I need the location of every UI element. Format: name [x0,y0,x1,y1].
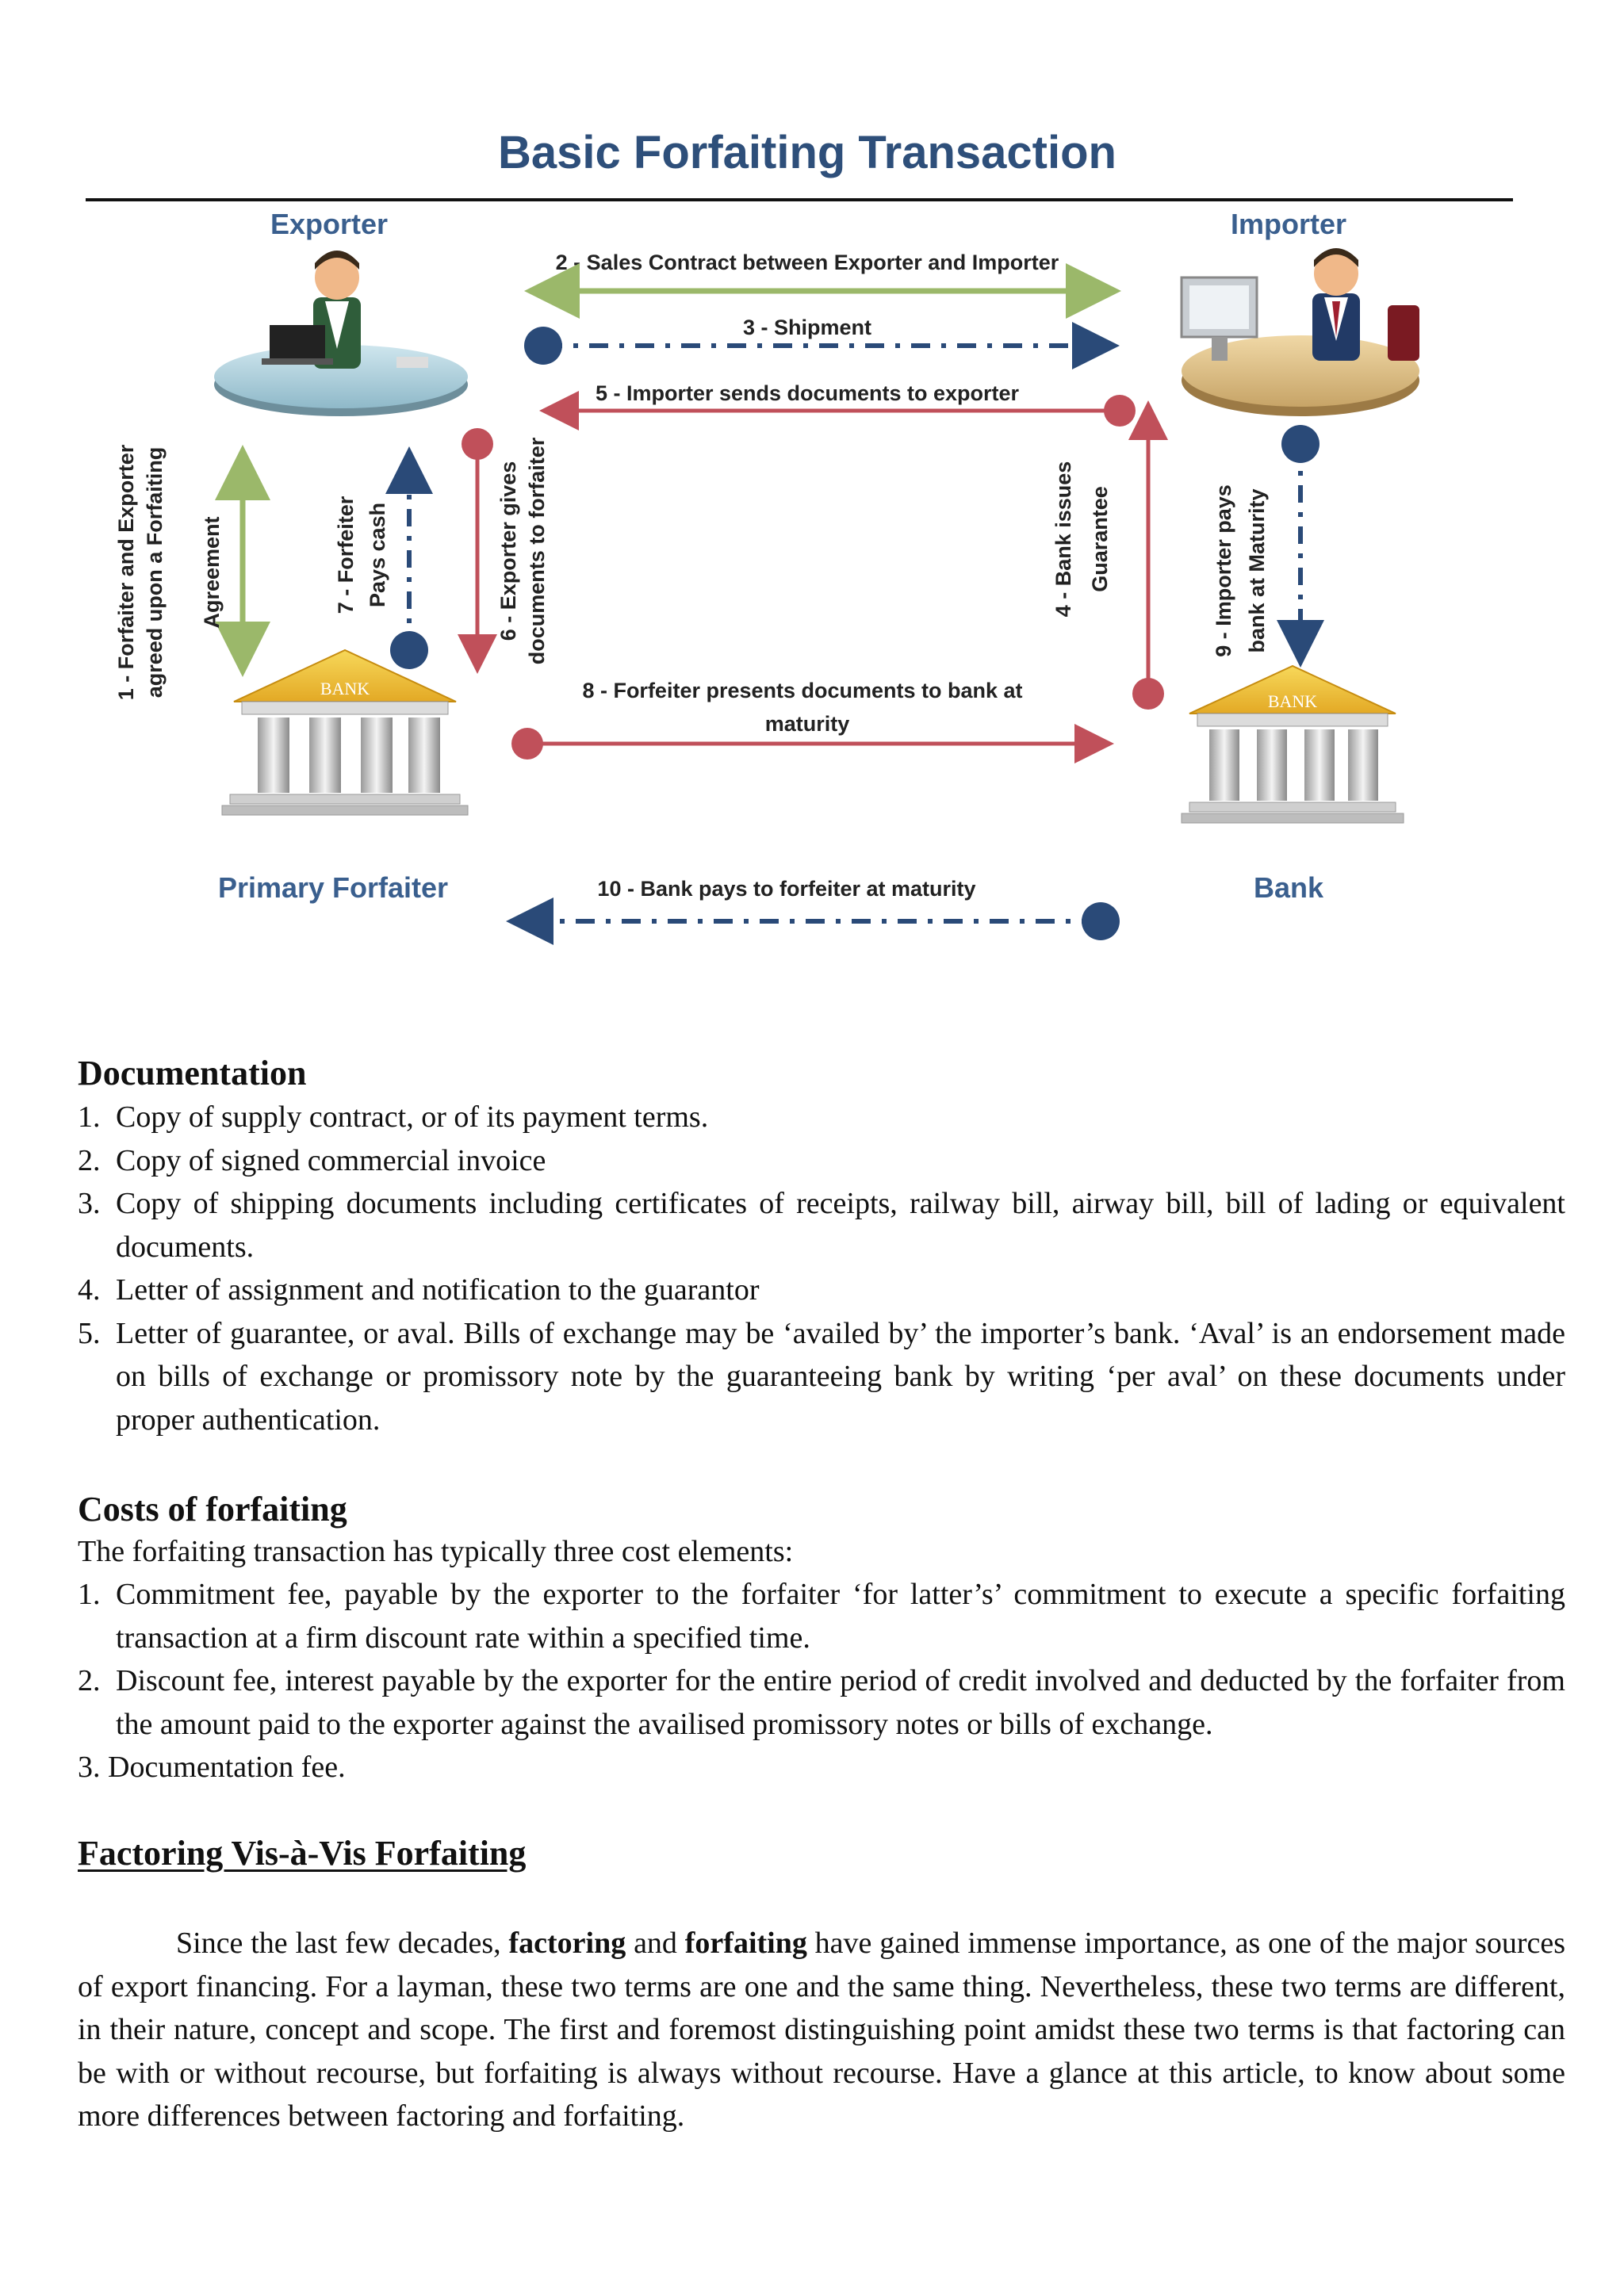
list-item-text: Letter of assignment and notification to the guarantor [116,1273,760,1307]
costs-list [78,1573,1565,1746]
forfaiting-bold-term: forfaiting [684,1927,807,1960]
step-4-label-line2: Guarantee [1088,486,1112,592]
list-item-number: 2. [78,1143,101,1177]
step-2-label: 2 - Sales Contract between Exporter and Importer [555,251,1059,274]
list-item-text: Discount fee, interest payable by the exporter for the entire period of credit involved and deducted by the forfaiter from the amount paid to the exporter against the availised promissory notes or bills of exchange. [116,1664,1565,1741]
step-8-label-line2: maturity [764,712,850,736]
list-item-number: 2. [78,1664,101,1697]
list-item [78,1659,1565,1746]
step-7-label-line2: Pays cash [366,502,389,608]
list-item [78,1139,1565,1183]
factoring-heading: Factoring Vis-à-Vis Forfaiting [78,1834,527,1873]
step-7-label-line1: 7 - Forfeiter [334,496,358,614]
documentation-heading: Documentation [78,1054,307,1093]
list-item-text: Commitment fee, payable by the exporter to the forfaiter ‘for latter’s’ commitment to execute a specific forfaiting transaction at a firm discount rate within a specified time. [116,1578,1565,1655]
label-importer: Importer [1230,208,1347,240]
label-primary-forfaiter: Primary Forfaiter [217,871,449,904]
step-1-label-line2: agreed upon a Forfaiting [143,446,167,698]
list-item-text: Copy of shipping documents including certificates of receipts, railway bill, airway bill, bill of lading or equivalent documents. [116,1187,1565,1264]
list-item [78,1269,1565,1312]
factoring-text-2: and [626,1927,685,1960]
step-3-label: 3 - Shipment [742,316,872,339]
importer-figure [1182,248,1419,416]
factoring-paragraph [78,1922,1565,2138]
step-1-label-line3: Agreement [200,516,224,629]
bank-sign-right: BANK [1267,691,1318,711]
list-item-text: Letter of guarantee, or aval. Bills of exchange may be ‘availed by’ the importer’s bank. ‘Aval’ is an endorsement made on bills of exchange or promissory note by the guaranteeing bank by writing ‘per aval’ on these documents under proper authentication. [116,1316,1565,1437]
step-6-label-line2: documents to forfaiter [525,437,549,665]
costs-heading: Costs of forfaiting [78,1490,347,1529]
list-item-text: Copy of signed commercial invoice [116,1143,546,1177]
step-9-label-line2: bank at Maturity [1245,488,1269,653]
step-9-label-line1: 9 - Importer pays [1212,484,1235,657]
bank-building-right [1182,666,1404,823]
diagram-title: Basic Forfaiting Transaction [498,127,1116,178]
exporter-figure [214,251,468,416]
documentation-list [78,1096,1565,1441]
list-item [78,1096,1565,1139]
forfaiting-diagram [48,111,1586,951]
costs-last-item: 3. Documentation fee. [78,1751,346,1784]
step-4-label-line1: 4 - Bank issues [1051,461,1075,618]
costs-intro: The forfaiting transaction has typically three cost elements: [78,1535,794,1568]
label-bank: Bank [1253,871,1324,904]
label-exporter: Exporter [270,208,389,240]
factoring-text-3: have gained immense importance, as one of the major sources of export financing. For a layman, these two terms are one and the same thing. Nevertheless, these two terms are different, in their nature, concept and scope. The first and foremost distinguishing point amidst these two terms is that factoring can be with or without recourse, but forfaiting is always without recourse. Have a glance at this article, to know about some more differences between factoring and forfaiting. [78,1927,1565,2133]
list-item-number: 1. [78,1578,101,1611]
list-item [78,1573,1565,1659]
step-5-label: 5 - Importer sends documents to exporter [595,381,1020,405]
list-item-text: Copy of supply contract, or of its payment terms. [116,1100,709,1134]
step-10-label: 10 - Bank pays to forfeiter at maturity [597,877,976,901]
primary-forfaiter-bank-building [222,650,468,815]
list-item-number: 3. [78,1187,101,1220]
step-8-label-line1: 8 - Forfeiter presents documents to bank at [582,679,1023,702]
list-item-number: 4. [78,1273,101,1307]
bank-sign-left: BANK [320,679,370,698]
factoring-text-1: Since the last few decades, [176,1927,509,1960]
list-item [78,1312,1565,1442]
list-item [78,1182,1565,1269]
factoring-bold-term: factoring [508,1927,626,1960]
step-6-label-line1: 6 - Exporter gives [496,461,520,641]
step-1-label-line1: 1 - Forfaiter and Exporter [114,444,138,701]
list-item-number: 5. [78,1316,101,1350]
list-item-number: 1. [78,1100,101,1134]
